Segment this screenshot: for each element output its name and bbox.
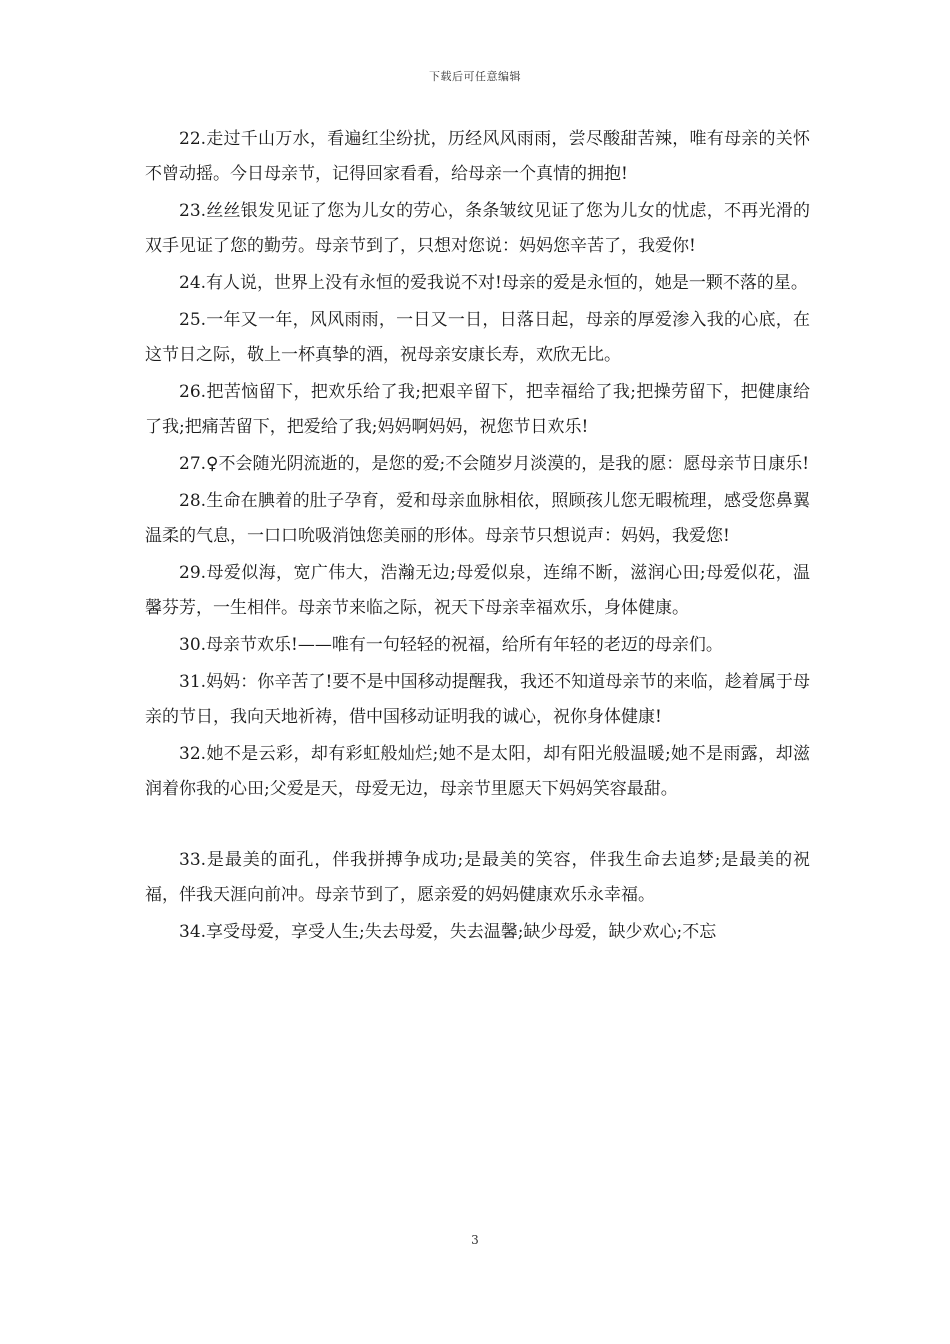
paragraph-24: 24.有人说，世界上没有永恒的爱我说不对!母亲的爱是永恒的，她是一颗不落的星。	[179, 273, 808, 293]
paragraph-29: 29.母爱似海，宽广伟大，浩瀚无边;母爱似泉，连绵不断，滋润心田;母爱似花，温馨芬芳，一生相伴。母亲节来临之际，祝天下母亲幸福欢乐，身体健康。	[145, 563, 810, 618]
paragraph-33: 33.是最美的面孔，伴我拼搏争成功;是最美的笑容，伴我生命去追梦;是最美的祝福，伴我天涯向前冲。母亲节到了，愿亲爱的妈妈健康欢乐永幸福。	[145, 850, 810, 905]
paragraph-32: 32.她不是云彩，却有彩虹般灿烂;她不是太阳，却有阳光般温暖;她不是雨露，却滋润着你我的心田;父爱是天，母爱无边，母亲节里愿天下妈妈笑容最甜。	[145, 744, 810, 799]
page-number: 3	[471, 1233, 479, 1247]
paragraph-28: 28.生命在腆着的肚子孕育，爱和母亲血脉相依，照顾孩儿您无暇梳理，感受您鼻翼温柔的气息，一口口吮吸消蚀您美丽的形体。母亲节只想说声：妈妈，我爱您!	[145, 491, 810, 546]
document-body	[145, 122, 810, 950]
paragraph-34: 34.享受母爱，享受人生;失去母爱，失去温馨;缺少母爱，缺少欢心;不忘	[179, 922, 717, 942]
paragraph-23: 23.丝丝银发见证了您为儿女的劳心，条条皱纹见证了您为儿女的忧虑，不再光滑的双手见证了您的勤劳。母亲节到了，只想对您说：妈妈您辛苦了，我爱你!	[145, 201, 810, 256]
page-header: 下载后可任意编辑	[429, 70, 521, 83]
paragraph-31: 31.妈妈：你辛苦了!要不是中国移动提醒我，我还不知道母亲节的来临，趁着属于母亲的节日，我向天地祈祷，借中国移动证明我的诚心，祝你身体健康!	[145, 672, 810, 727]
paragraph-22: 22.走过千山万水，看遍红尘纷扰，历经风风雨雨，尝尽酸甜苦辣，唯有母亲的关怀不曾动摇。今日母亲节，记得回家看看，给母亲一个真情的拥抱!	[145, 129, 810, 184]
paragraph-25: 25.一年又一年，风风雨雨，一日又一日，日落日起，母亲的厚爱渗入我的心底，在这节日之际，敬上一杯真挚的酒，祝母亲安康长寿，欢欣无比。	[145, 310, 810, 365]
paragraph-27: 27.♀不会随光阴流逝的，是您的爱;不会随岁月淡漠的，是我的愿：愿母亲节日康乐!	[179, 454, 810, 474]
paragraph-26: 26.把苦恼留下，把欢乐给了我;把艰辛留下，把幸福给了我;把操劳留下，把健康给了我;把痛苦留下，把爱给了我;妈妈啊妈妈，祝您节日欢乐!	[145, 382, 810, 437]
paragraph-30: 30.母亲节欢乐!——唯有一句轻轻的祝福，给所有年轻的老迈的母亲们。	[179, 635, 723, 655]
